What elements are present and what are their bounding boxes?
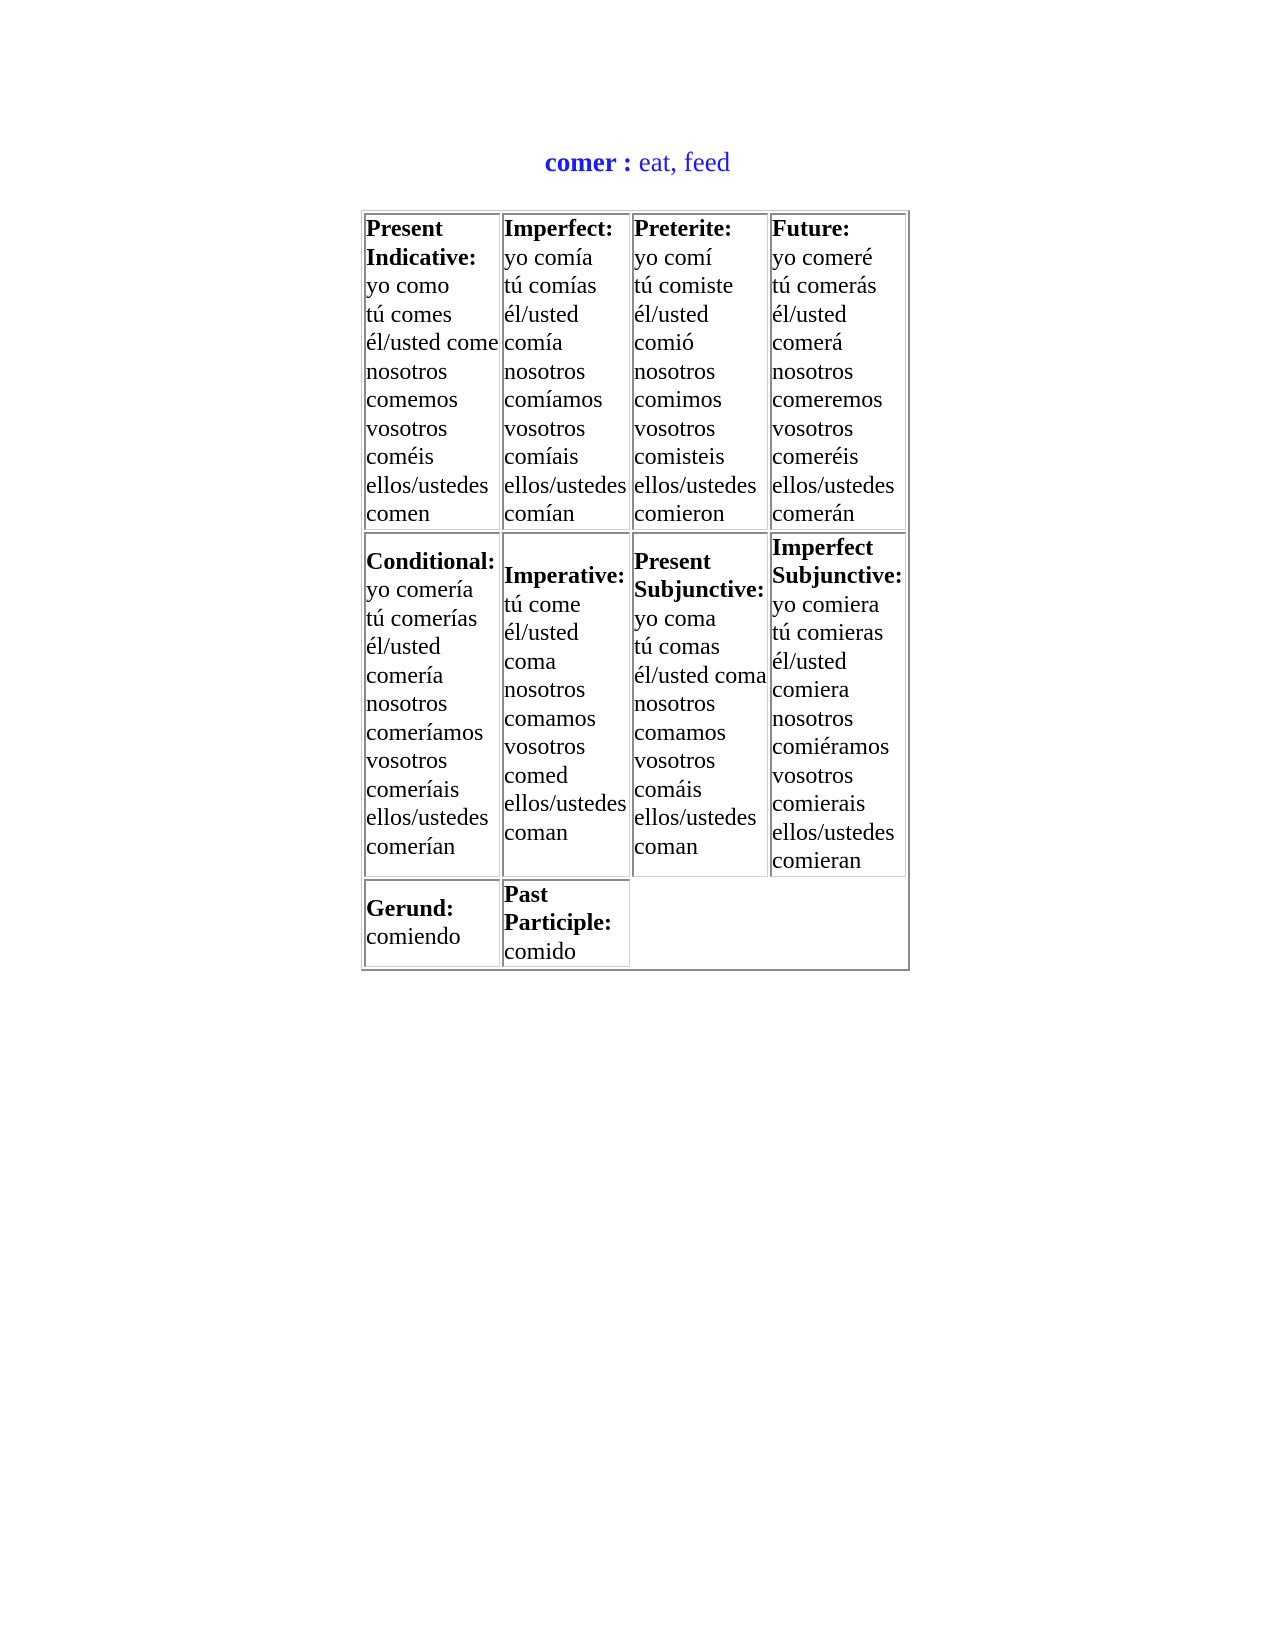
table-row: [364, 532, 906, 877]
tense-heading: Present Indicative:: [366, 216, 477, 271]
conjugated-form: yo comí: [634, 244, 712, 271]
conjugated-form: vosotros comíais: [504, 415, 586, 470]
table-row: [364, 879, 906, 968]
tense-cell-preterite: [632, 213, 768, 530]
conjugated-form: nosotros comamos: [634, 691, 726, 746]
conjugated-form: ellos/ustedes comieron: [634, 472, 757, 527]
verb-meaning: eat, feed: [638, 147, 731, 177]
empty-cell: [632, 879, 906, 968]
conjugated-form: comido: [504, 938, 576, 965]
conjugated-form: yo comería: [366, 577, 474, 604]
conjugated-form: él/usted comiera: [772, 648, 850, 703]
conjugated-form: yo comeré: [772, 244, 873, 271]
conjugated-form: vosotros comeréis: [772, 415, 859, 470]
conjugated-form: él/usted come: [366, 330, 499, 356]
tense-cell-present-subjunctive: [632, 532, 768, 877]
conjugated-form: ellos/ustedes comían: [504, 472, 627, 527]
table-row: [364, 213, 906, 530]
conjugated-form: tú comerás: [772, 273, 877, 299]
conjugated-form: él/usted coma: [634, 662, 767, 689]
tense-cell-gerund: [364, 879, 500, 968]
conjugated-form: él/usted comería: [366, 634, 444, 689]
tense-cell-conditional: [364, 532, 500, 877]
conjugated-form: tú comieras: [772, 620, 884, 646]
conjugated-form: yo coma: [634, 605, 716, 632]
conjugated-form: tú come: [504, 591, 581, 618]
conjugated-form: ellos/ustedes coman: [634, 805, 757, 860]
conjugated-form: nosotros comeremos: [772, 358, 883, 413]
conjugated-form: él/usted comerá: [772, 301, 847, 356]
conjugation-table: [361, 210, 910, 971]
conjugated-form: vosotros comisteis: [634, 415, 725, 470]
tense-cell-future: [770, 213, 906, 530]
conjugated-form: tú comes: [366, 301, 452, 328]
conjugated-form: nosotros comemos: [366, 358, 458, 413]
conjugated-form: ellos/ustedes coman: [504, 791, 627, 846]
conjugated-form: él/usted coma: [504, 620, 579, 675]
conjugated-form: yo como: [366, 273, 450, 299]
tense-heading: Imperative:: [504, 563, 626, 589]
page-title: [0, 146, 1275, 178]
conjugated-form: nosotros comíamos: [504, 358, 603, 413]
conjugated-form: ellos/ustedes comen: [366, 472, 489, 527]
conjugated-form: vosotros comeríais: [366, 748, 460, 803]
conjugated-form: yo comiera: [772, 591, 880, 618]
conjugated-form: ellos/ustedes comerían: [366, 805, 489, 860]
conjugated-form: vosotros coméis: [366, 415, 448, 470]
conjugated-form: vosotros comierais: [772, 762, 866, 817]
tense-cell-past-participle: [502, 879, 630, 968]
tense-heading: Preterite:: [634, 216, 733, 242]
conjugated-form: nosotros comamos: [504, 677, 596, 732]
tense-cell-imperative: [502, 532, 630, 877]
tense-heading: Conditional:: [366, 548, 496, 575]
tense-cell-imperfect: [502, 213, 630, 530]
conjugated-form: nosotros comimos: [634, 358, 722, 413]
conjugated-form: ellos/ustedes comerán: [772, 472, 895, 527]
conjugated-form: nosotros comiéramos: [772, 705, 890, 760]
verb-infinitive: comer :: [544, 147, 632, 177]
conjugated-form: tú comas: [634, 634, 720, 661]
conjugated-form: tú comiste: [634, 273, 734, 299]
tense-heading: Gerund:: [366, 895, 455, 922]
conjugated-form: nosotros comeríamos: [366, 691, 484, 746]
conjugated-form: ellos/ustedes comieran: [772, 819, 895, 874]
conjugated-form: vosotros comed: [504, 734, 586, 789]
tense-heading: Future:: [772, 216, 851, 242]
conjugated-form: tú comías: [504, 273, 597, 299]
tense-cell-imperfect-subjunctive: [770, 532, 906, 877]
conjugated-form: tú comerías: [366, 605, 478, 632]
conjugated-form: él/usted comió: [634, 301, 709, 356]
conjugated-form: él/usted comía: [504, 301, 579, 356]
tense-heading: Imperfect:: [504, 216, 614, 242]
conjugated-form: vosotros comáis: [634, 748, 716, 803]
tense-heading: Past Participle:: [504, 881, 612, 936]
conjugated-form: comiendo: [366, 924, 461, 951]
tense-heading: Imperfect Subjunctive:: [772, 534, 903, 589]
conjugated-form: yo comía: [504, 244, 593, 271]
tense-cell-present-indicative: [364, 213, 500, 530]
tense-heading: Present Subjunctive:: [634, 548, 765, 604]
